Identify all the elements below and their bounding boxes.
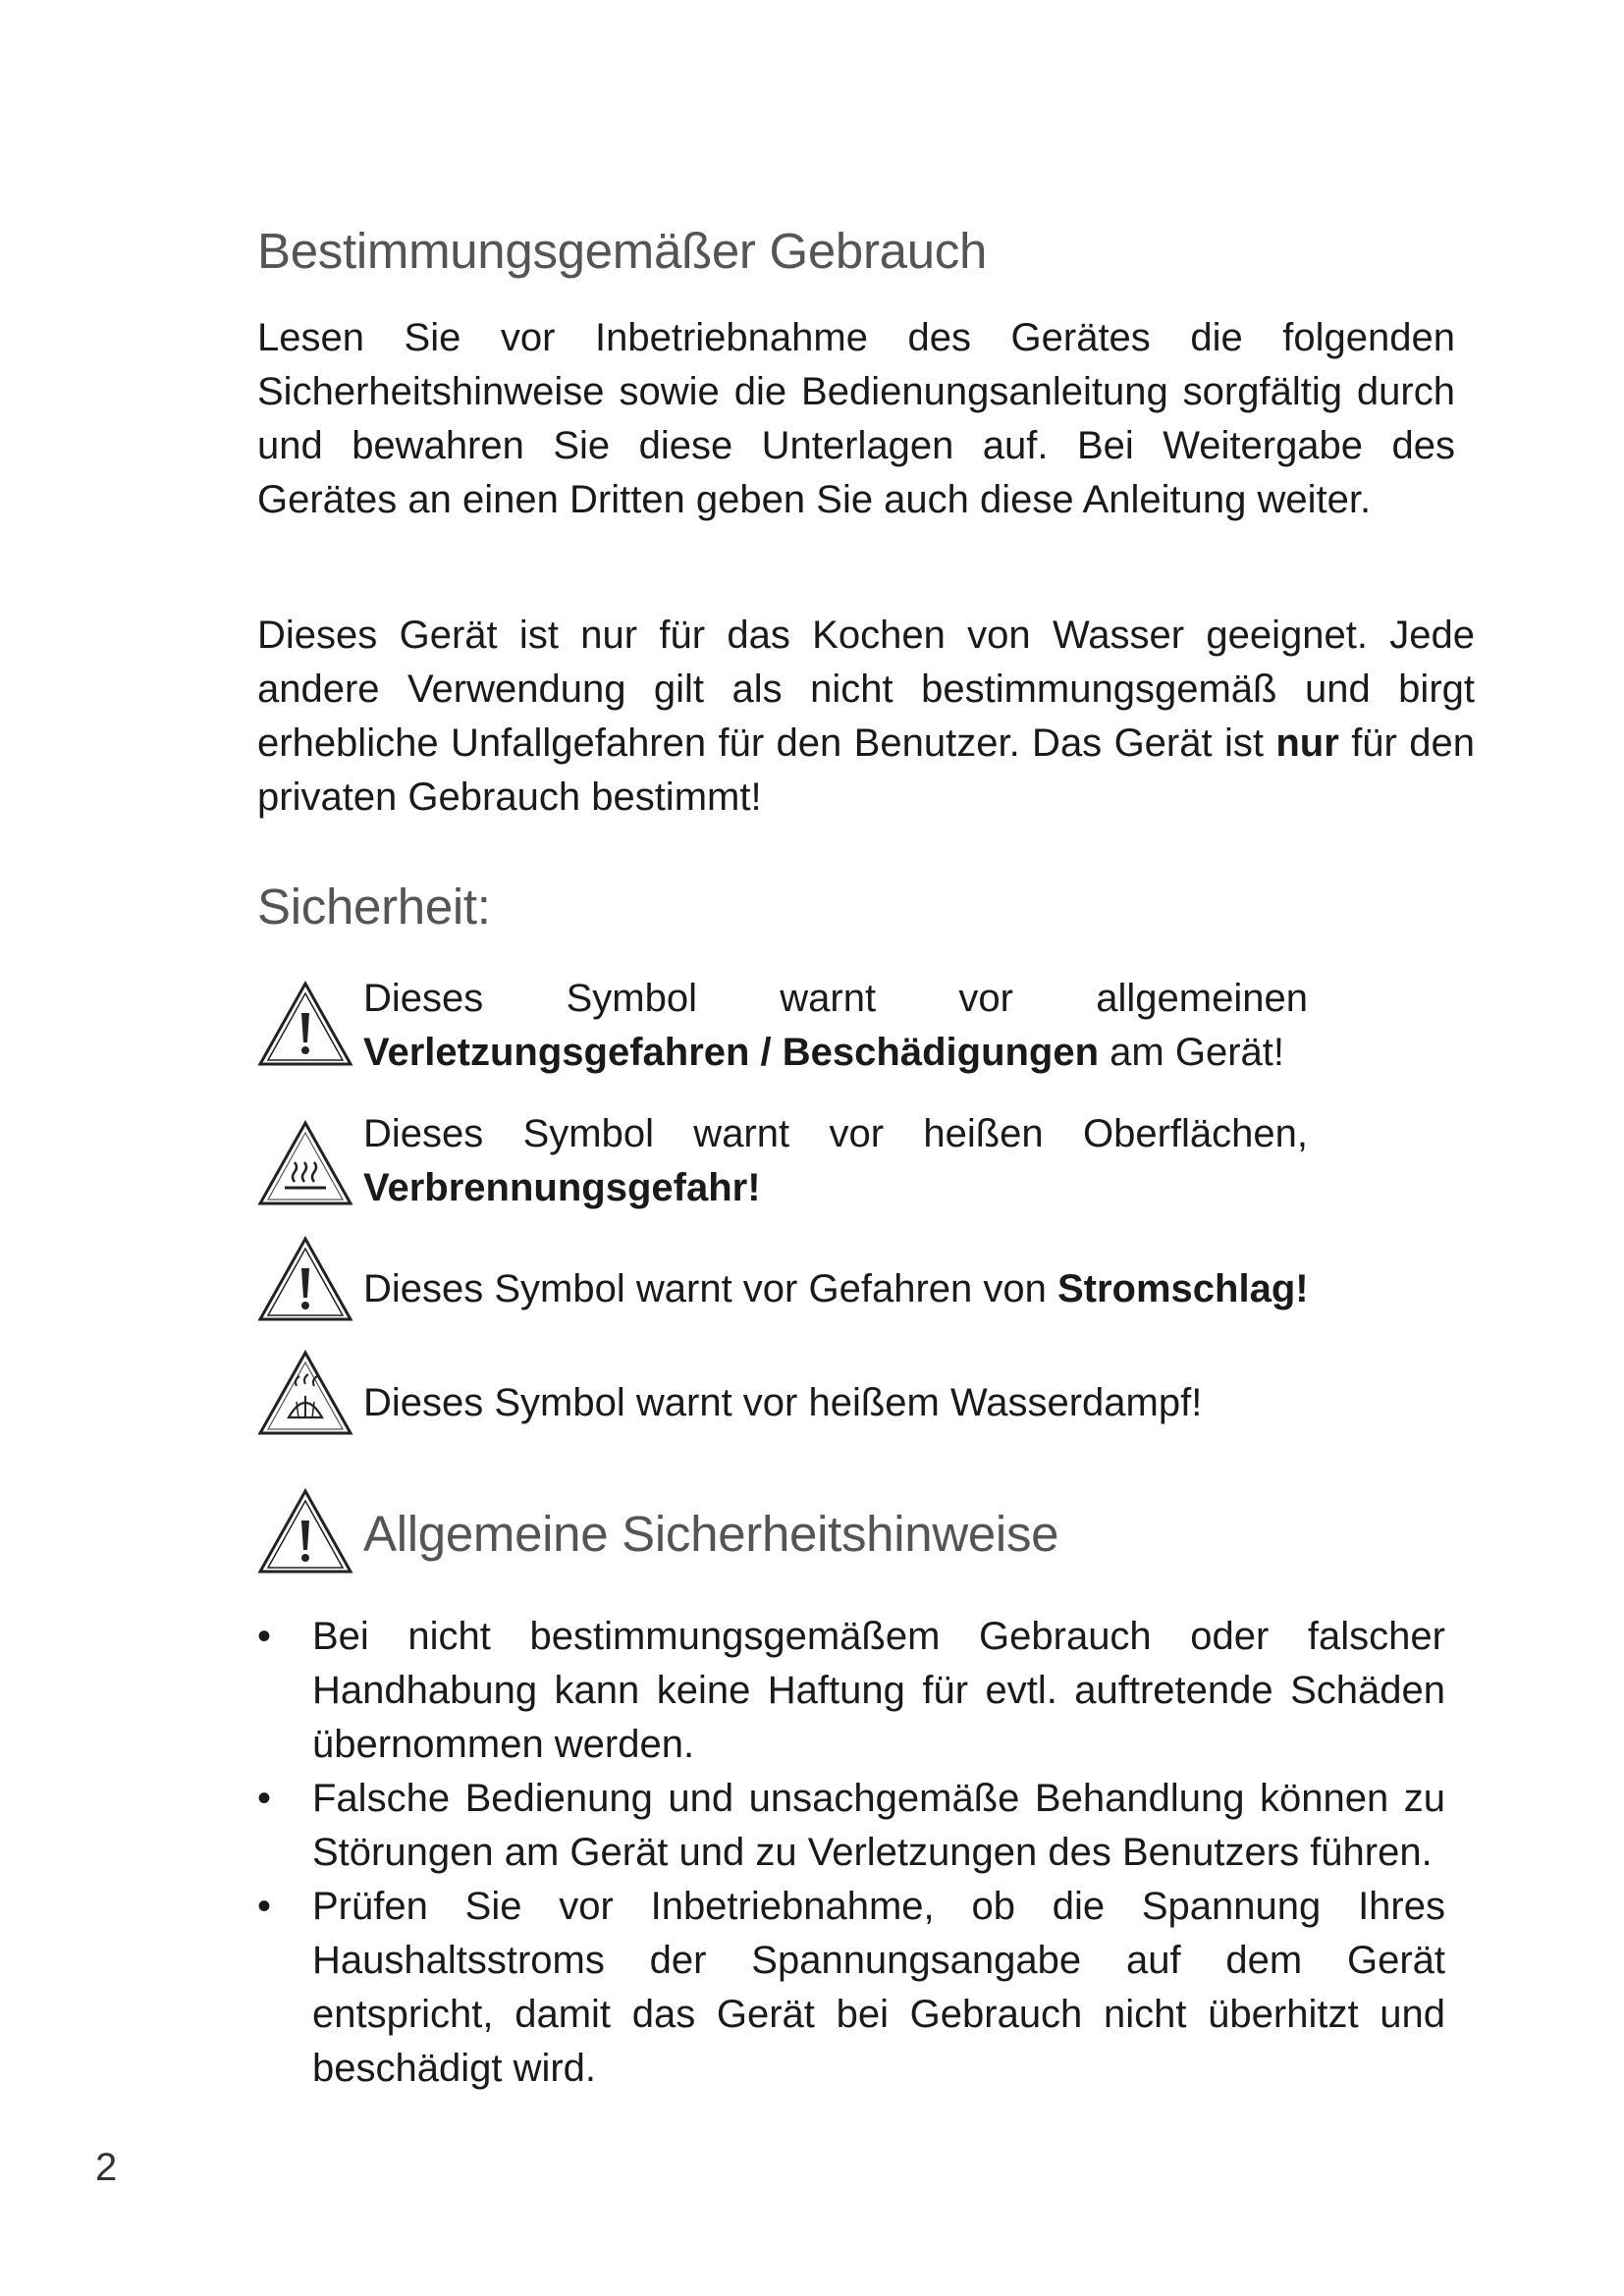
- page-number: 2: [95, 2146, 118, 2189]
- heading-safety: Sicherheit:: [257, 879, 491, 934]
- symbol-hot-surface-bold: Verbrennungsgefahr!: [363, 1166, 761, 1209]
- paragraph-intended-use: [257, 609, 1475, 825]
- paragraph-intended-use-end: für den privaten Gebrauch bestimmt!: [257, 721, 1475, 819]
- symbol-hot-steam-text: Dieses Symbol warnt vor heißem Wasserdampf!: [363, 1381, 1203, 1424]
- list-item: [257, 1880, 1445, 2096]
- symbol-general-rest: am Gerät!: [1099, 1031, 1284, 1074]
- hot-steam-warning-icon: [257, 1349, 353, 1437]
- symbol-general-danger: [257, 972, 1475, 1099]
- symbol-electric-shock-bold: Stromschlag!: [1056, 1267, 1309, 1310]
- list-item: [257, 1772, 1445, 1880]
- symbol-hot-surface-line1: Dieses Symbol warnt vor heißen Oberflächen,: [363, 1112, 1308, 1155]
- symbol-electric-shock-text: Dieses Symbol warnt vor Gefahren von: [363, 1267, 1057, 1310]
- hot-surface-warning-icon: [257, 1119, 353, 1207]
- electric-shock-warning-icon: [257, 1235, 353, 1323]
- bullet-dot: •: [257, 1777, 272, 1820]
- exclamation-warning-icon: [257, 1487, 353, 1575]
- bullet-dot: •: [257, 1615, 272, 1658]
- symbol-electric-shock: [257, 1233, 1475, 1361]
- symbol-hot-surface: [257, 1107, 1475, 1235]
- emphasis-nur: nur: [1275, 721, 1339, 765]
- bullet-text-3: Prüfen Sie vor Inbetriebnahme, ob die Spannung Ihres Haushaltsstroms der Spannungsangabe auf dem Gerät entspricht, damit das Gerät bei Gebrauch nicht überhitzt und beschädigt wird.: [312, 1885, 1445, 2090]
- general-safety-header: [257, 1487, 1239, 1585]
- symbol-hot-steam: [257, 1347, 1475, 1474]
- heading-intended-use: Bestimmungsgemäßer Gebrauch: [257, 223, 988, 279]
- bullet-text-1: Bei nicht bestimmungsgemäßem Gebrauch oder falscher Handhabung kann keine Haftung für evtl. auftretende Schäden übernommen werden.: [312, 1615, 1445, 1766]
- paragraph-read-instructions: Lesen Sie vor Inbetriebnahme des Gerätes die folgenden Sicherheitshinweise sowie die Bedienungsanleitung sorgfältig durch und bewahren Sie diese Unterlagen auf. Bei Weitergabe des Gerätes an einen Dritten geben Sie auch diese Anleitung weiter.: [257, 316, 1455, 521]
- symbol-general-line1: Dieses Symbol warnt vor allgemeinen: [363, 977, 1308, 1020]
- list-item: [257, 1610, 1445, 1772]
- paragraph-intended-use-text: Dieses Gerät ist nur für das Kochen von Wasser geeignet. Jede andere Verwendung gilt als nicht bestimmungsgemäß und birgt erhebliche Unfallgefahren für den Benutzer. Das Gerät ist: [257, 614, 1475, 765]
- bullet-dot: •: [257, 1885, 272, 1928]
- heading-general-safety: Allgemeine Sicherheitshinweise: [363, 1506, 1059, 1562]
- symbol-general-bold: Verletzungsgefahren / Beschädigungen: [363, 1031, 1100, 1074]
- safety-bullet-list: [257, 1610, 1445, 2096]
- bullet-text-2: Falsche Bedienung und unsachgemäße Behandlung können zu Störungen am Gerät und zu Verletzungen des Benutzers führen.: [312, 1777, 1445, 1874]
- exclamation-warning-icon: [257, 980, 353, 1068]
